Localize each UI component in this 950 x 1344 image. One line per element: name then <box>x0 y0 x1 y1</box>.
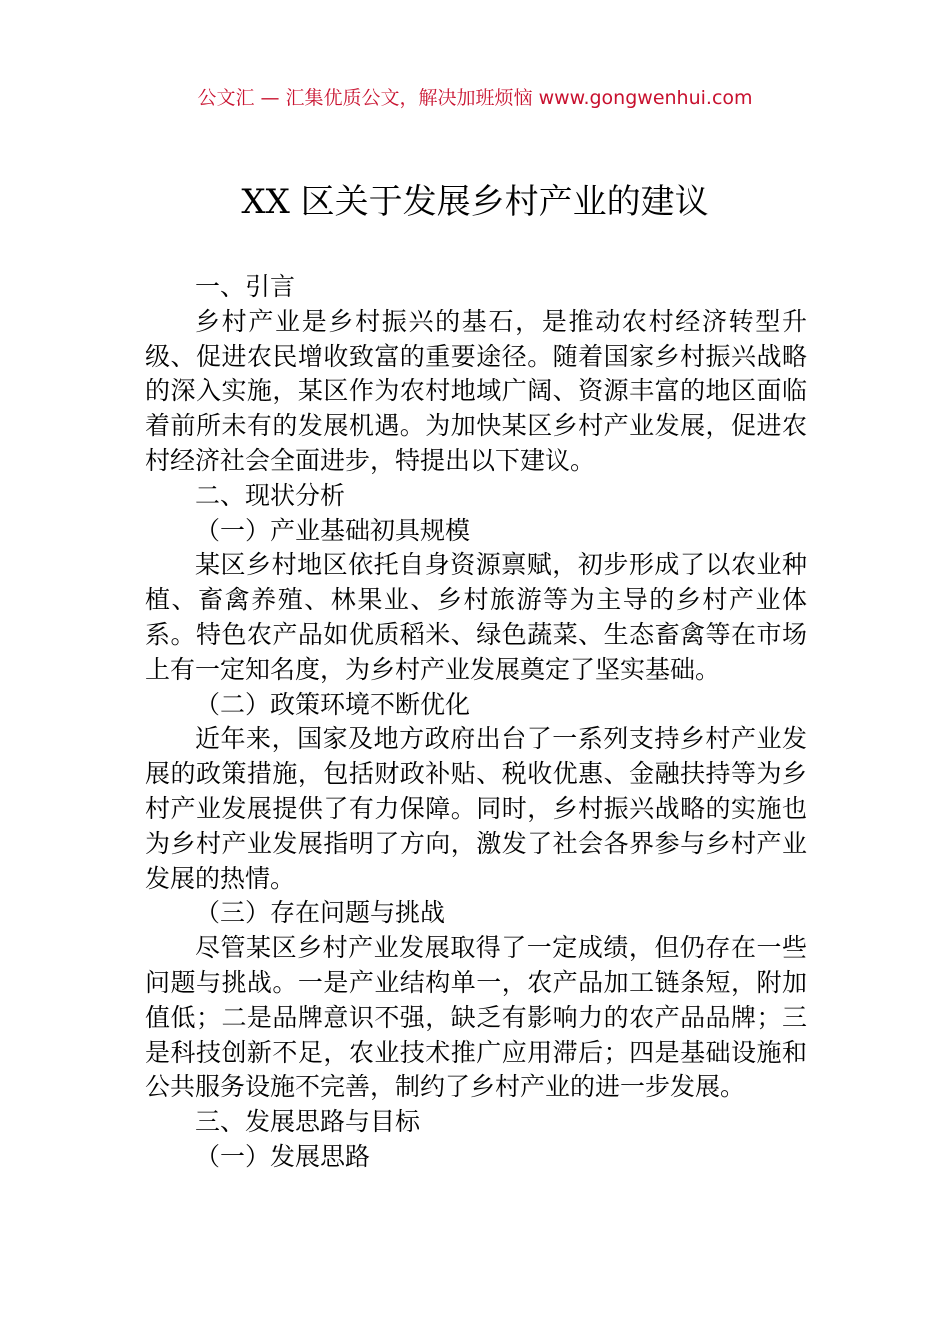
document-body <box>145 270 807 1175</box>
header-banner: 公文汇 — 汇集优质公文，解决加班烦恼 www.gongwenhui.com <box>197 87 753 109</box>
subsection-heading-problems: （三）存在问题与挑战 <box>195 898 446 928</box>
paragraph-industry-base: 某区乡村地区依托自身资源禀赋，初步形成了以农业种植、畜禽养殖、林果业、乡村旅游等为主导的乡村产业体系。特色农产品如优质稻米、绿色蔬菜、生态畜禽等在市场上有一定知名度，为乡村产业发展奠定了坚实基础。 <box>145 550 807 684</box>
paragraph-intro: 乡村产业是乡村振兴的基石，是推动农村经济转型升级、促进农民增收致富的重要途径。随着国家乡村振兴战略的深入实施，某区作为农村地域广阔、资源丰富的地区面临着前所未有的发展机遇。为加快某区乡村产业发展，促进农村经济社会全面进步，特提出以下建议。 <box>145 306 807 475</box>
subsection-heading-ideas: （一）发展思路 <box>195 1141 371 1171</box>
paragraph-policy: 近年来，国家及地方政府出台了一系列支持乡村产业发展的政策措施，包括财政补贴、税收优惠、金融扶持等为乡村产业发展提供了有力保障。同时，乡村振兴战略的实施也为乡村产业发展指明了方向，激发了社会各界参与乡村产业发展的热情。 <box>145 724 807 893</box>
section-heading-intro: 一、引言 <box>195 272 296 301</box>
subsection-heading-industry-base: （一）产业基础初具规模 <box>195 515 471 545</box>
section-heading-ideas-goals: 三、发展思路与目标 <box>195 1107 421 1137</box>
section-heading-status: 二、现状分析 <box>195 480 346 510</box>
paragraph-problems: 尽管某区乡村产业发展取得了一定成绩，但仍存在一些问题与挑战。一是产业结构单一，农产品加工链条短，附加值低；二是品牌意识不强，缺乏有影响力的农产品品牌；三是科技创新不足，农业技术推广应用滞后；四是基础设施和公共服务设施不完善，制约了乡村产业的进一步发展。 <box>145 933 807 1102</box>
subsection-heading-policy: （二）政策环境不断优化 <box>195 689 471 719</box>
document-title: XX 区关于发展乡村产业的建议 <box>241 182 709 222</box>
